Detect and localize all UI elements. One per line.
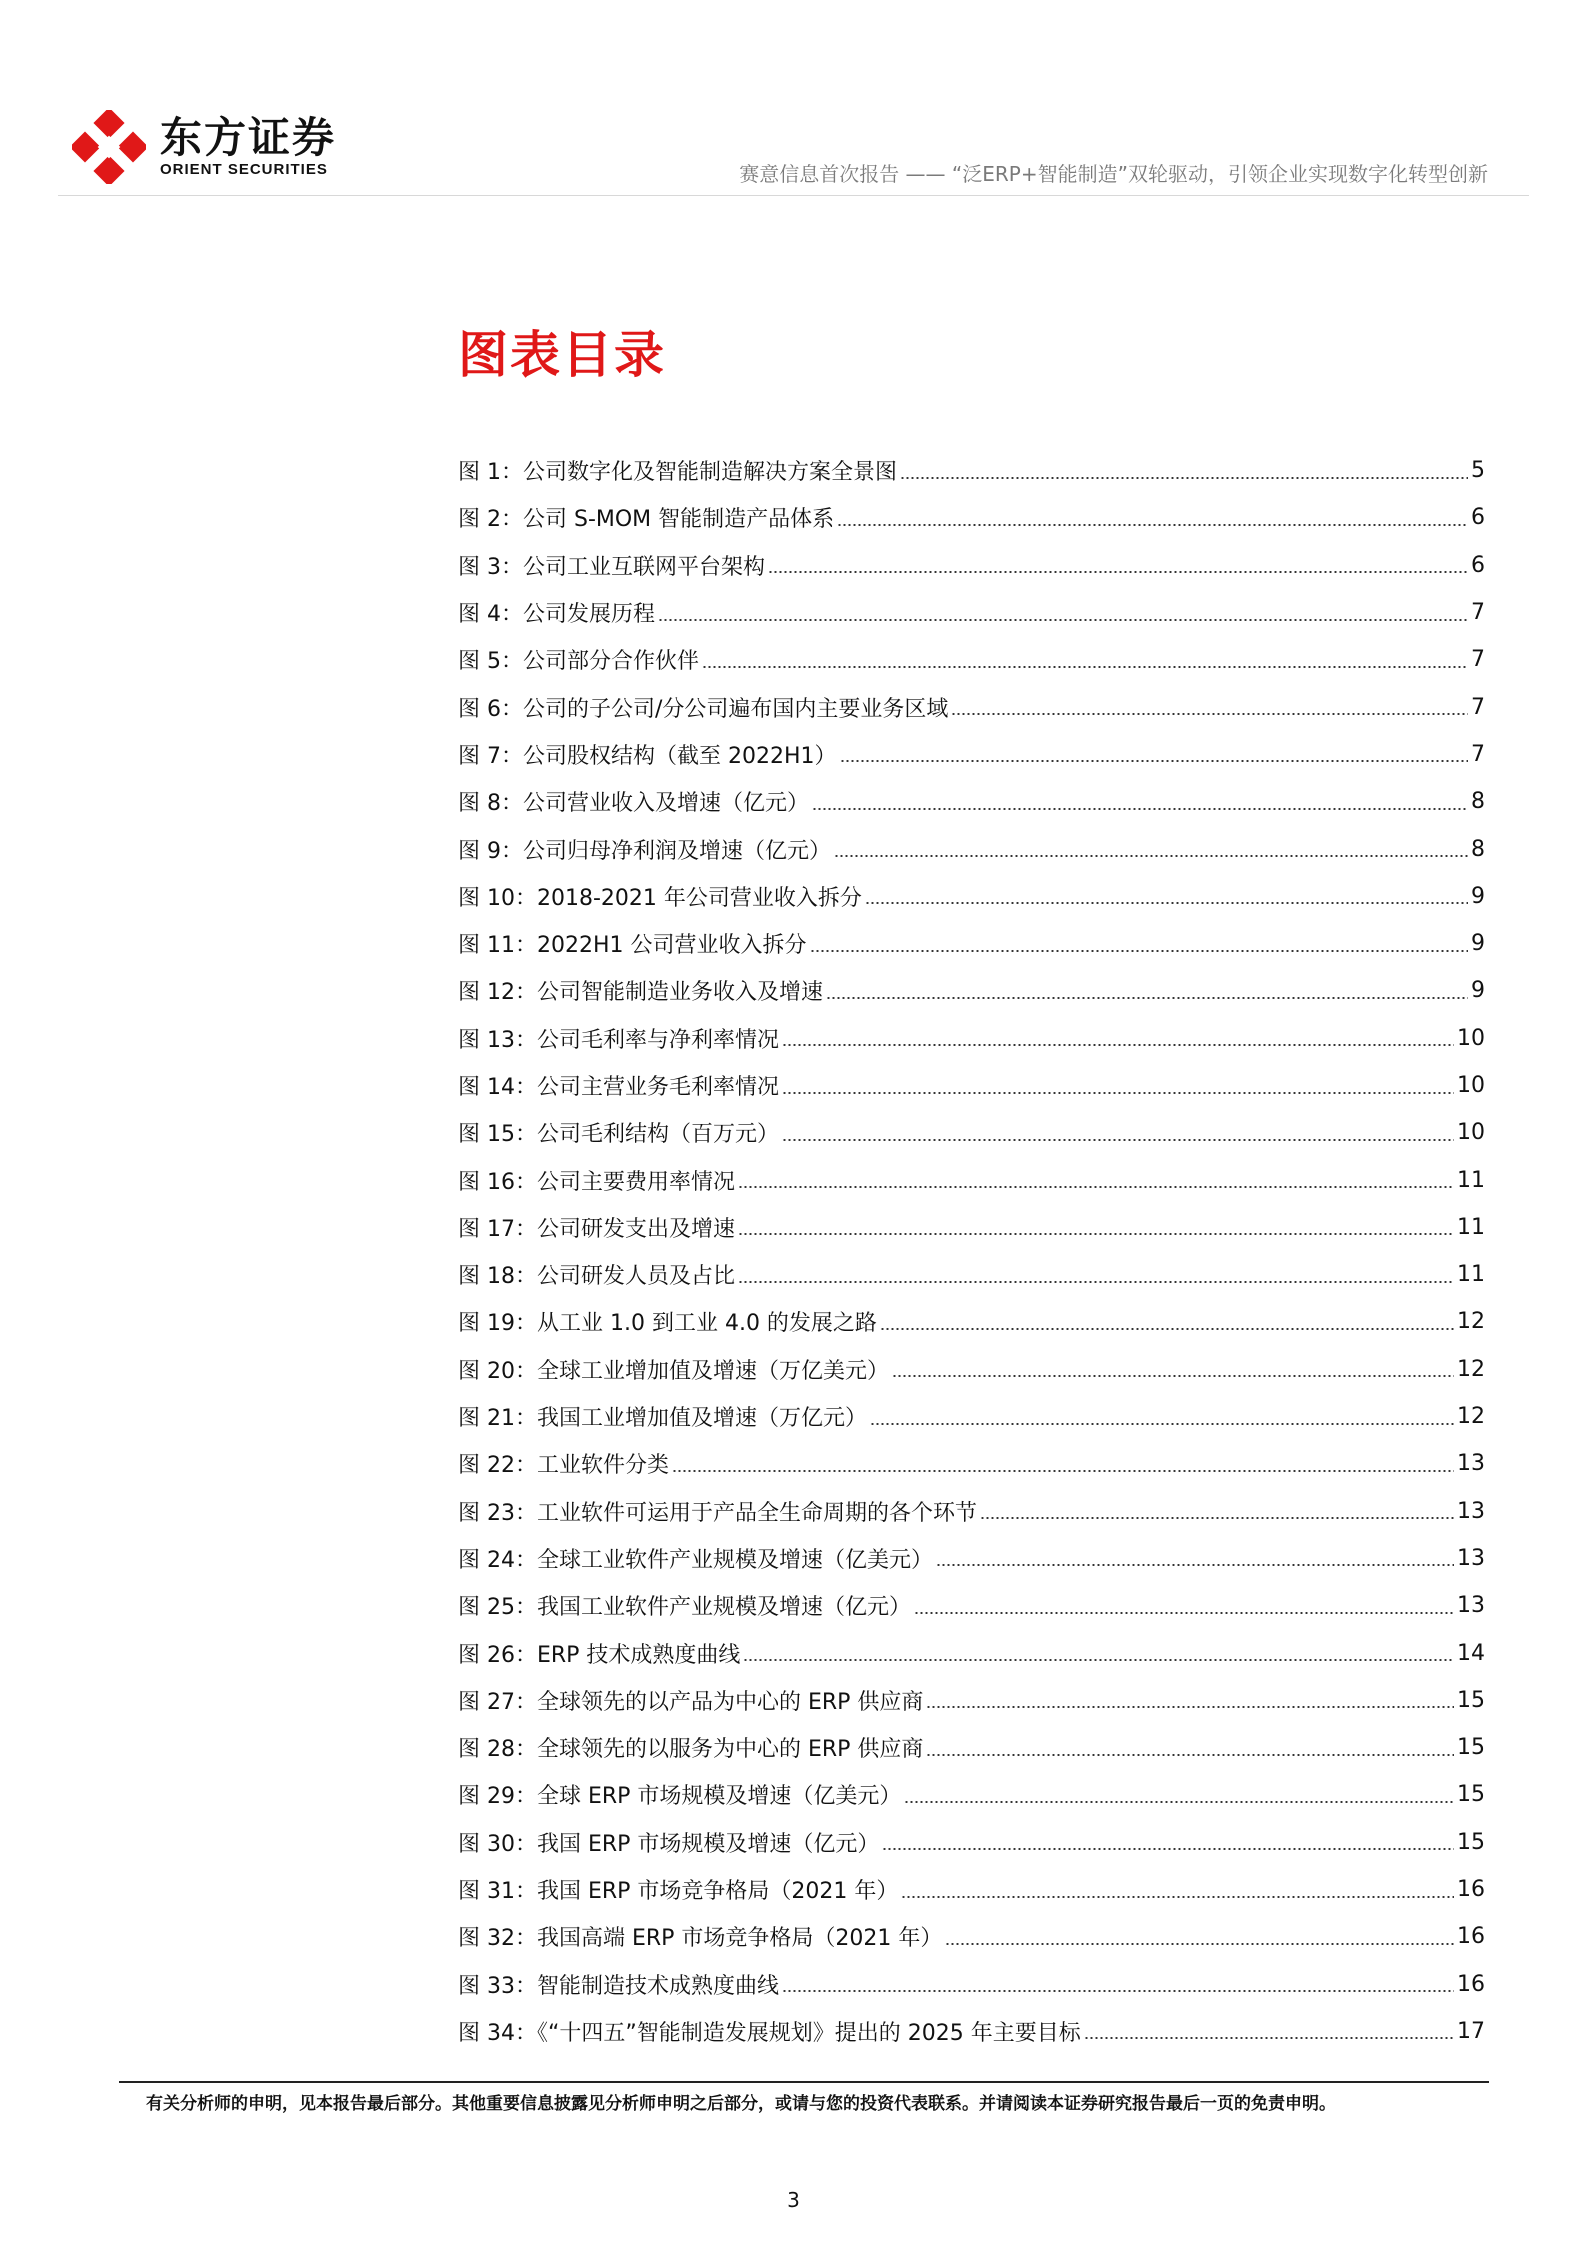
toc-entry-page: 9 [1471,978,1485,1004]
dot-leader [882,1848,1454,1850]
toc-entry-label: 图 17：公司研发支出及增速 [458,1216,735,1242]
toc-entry[interactable] [458,1156,1485,1203]
toc-entry-label: 图 16：公司主要费用率情况 [458,1169,735,1195]
toc-entry-page: 6 [1471,552,1485,578]
toc-entry-label: 图 25：我国工业软件产业规模及增速（亿元） [458,1595,911,1621]
dot-leader [865,902,1468,904]
toc-entry[interactable] [458,920,1485,967]
dot-leader [812,808,1468,810]
toc-entry[interactable] [458,1677,1485,1724]
toc-entry-page: 17 [1457,2018,1485,2044]
dot-leader [951,713,1468,715]
dot-leader [702,666,1468,668]
toc-entry[interactable] [458,636,1485,683]
dot-leader [892,1375,1454,1377]
toc-entry-page: 13 [1457,1593,1485,1619]
toc-entry[interactable] [458,778,1485,825]
toc-heading: 图表目录 [458,326,666,384]
dot-leader [738,1233,1454,1235]
toc-entry-page: 11 [1457,1214,1485,1240]
toc-entry[interactable] [458,447,1485,494]
toc-entry-page: 10 [1457,1073,1485,1098]
dot-leader [870,1423,1454,1425]
dot-leader [904,1801,1454,1803]
toc-entry-page: 10 [1457,1025,1485,1051]
toc-entry[interactable] [458,589,1485,636]
toc-entry[interactable] [458,542,1485,589]
toc-entry-label: 图 24：全球工业软件产业规模及增速（亿美元） [458,1547,933,1573]
dot-leader [914,1612,1454,1614]
toc-entry[interactable] [458,1204,1485,1251]
logo-chinese-name: 东方证券 [160,113,337,162]
dot-leader [782,1139,1454,1141]
dot-leader [826,997,1468,999]
toc-entry-label: 图 26：ERP 技术成熟度曲线 [458,1642,741,1668]
dot-leader [782,1044,1454,1046]
toc-entry-page: 13 [1457,1545,1485,1571]
toc-entry[interactable] [458,825,1485,872]
toc-entry-page: 8 [1471,789,1485,815]
toc-entry-label: 图 18：公司研发人员及占比 [458,1264,735,1290]
toc-entry-label: 图 4：公司发展历程 [458,602,655,628]
toc-entry-page: 7 [1471,600,1485,626]
dot-leader [926,1706,1454,1708]
toc-entry[interactable] [458,1298,1485,1345]
toc-entry[interactable] [458,1346,1485,1393]
toc-entry-page: 10 [1457,1120,1485,1146]
toc-entry-label: 图 10：2018-2021 年公司营业收入拆分 [458,885,862,911]
toc-entry-page: 13 [1457,1451,1485,1477]
toc-entry-label: 图 7：公司股权结构（截至 2022H1） [458,743,837,769]
company-logo [72,108,336,186]
toc-entry[interactable] [458,1015,1485,1062]
orient-diamond-logo-icon [72,110,146,184]
toc-entry[interactable] [458,2008,1485,2055]
toc-entry-page: 11 [1457,1167,1485,1193]
toc-entry[interactable] [458,1771,1485,1818]
disclaimer-text: 有关分析师的申明，见本报告最后部分。其他重要信息披露见分析师申明之后部分，或请与您的投资代表联系。并请阅读本证券研究报告最后一页的免责申明。 [146,2094,1336,2114]
dot-leader [936,1564,1454,1566]
dot-leader [980,1517,1454,1519]
toc-entry[interactable] [458,1109,1485,1156]
toc-entry[interactable] [458,967,1485,1014]
toc-entry-page: 7 [1471,694,1485,720]
toc-entry-page: 15 [1457,1735,1485,1761]
toc-entry[interactable] [458,1062,1485,1109]
toc-entry[interactable] [458,683,1485,730]
toc-entry-page: 16 [1457,1877,1485,1903]
toc-entry-page: 5 [1471,458,1485,484]
toc-entry-label: 图 27：全球领先的以产品为中心的 ERP 供应商 [458,1689,924,1715]
toc-entry-label: 图 23：工业软件可运用于产品全生命周期的各个环节 [458,1500,977,1526]
dot-leader [901,1896,1454,1898]
toc-entry-page: 15 [1457,1829,1485,1855]
toc-entry-label: 图 9：公司归母净利润及增速（亿元） [458,838,831,864]
dot-leader [782,1990,1454,1992]
toc-entry-label: 图 13：公司毛利率与净利率情况 [458,1027,779,1053]
toc-entry[interactable] [458,873,1485,920]
toc-entry[interactable] [458,1582,1485,1629]
dot-leader [880,1328,1454,1330]
toc-entry-label: 图 8：公司营业收入及增速（亿元） [458,791,809,817]
report-title: 赛意信息首次报告 —— “泛ERP+智能制造”双轮驱动，引领企业实现数字化转型创新 [739,162,1488,186]
toc-entry-page: 12 [1457,1309,1485,1335]
dot-leader [837,524,1468,526]
toc-entry[interactable] [458,1866,1485,1913]
toc-entry[interactable] [458,1913,1485,1960]
toc-entry[interactable] [458,1251,1485,1298]
dot-leader [672,1470,1454,1472]
page-number: 3 [787,2188,800,2212]
toc-entry-page: 16 [1457,1924,1485,1950]
toc-entry-label: 图 5：公司部分合作伙伴 [458,649,699,675]
dot-leader [834,855,1468,857]
toc-entry-page: 8 [1471,836,1485,862]
dot-leader [743,1659,1454,1661]
dot-leader [945,1943,1454,1945]
toc-entry-label: 图 3：公司工业互联网平台架构 [458,554,765,580]
toc-entry-page: 7 [1471,741,1485,767]
dot-leader [1084,2037,1454,2039]
footer-divider [119,2081,1489,2083]
toc-entry-label: 图 1：公司数字化及智能制造解决方案全景图 [458,460,897,486]
toc-entry-label: 图 19：从工业 1.0 到工业 4.0 的发展之路 [458,1311,877,1337]
dot-leader [768,571,1468,573]
toc-entry-label: 图 33：智能制造技术成熟度曲线 [458,1973,779,1999]
toc-entry-page: 14 [1457,1640,1485,1666]
toc-entry[interactable] [458,1535,1485,1582]
toc-entry-page: 6 [1471,505,1485,531]
toc-entry[interactable] [458,1393,1485,1440]
toc-entry-page: 11 [1457,1262,1485,1288]
toc-entry-page: 15 [1457,1782,1485,1808]
toc-entry-label: 图 29：全球 ERP 市场规模及增速（亿美元） [458,1784,902,1810]
dot-leader [840,760,1468,762]
toc-entry-label: 图 30：我国 ERP 市场规模及增速（亿元） [458,1831,880,1857]
toc-entry-page: 12 [1457,1404,1485,1430]
toc-entry-label: 图 11：2022H1 公司营业收入拆分 [458,933,807,959]
toc-entry-label: 图 15：公司毛利结构（百万元） [458,1122,779,1148]
toc-entry[interactable] [458,1819,1485,1866]
toc-entry[interactable] [458,1629,1485,1676]
dot-leader [782,1092,1454,1094]
toc-entry-label: 图 2：公司 S-MOM 智能制造产品体系 [458,507,835,533]
toc-entry-page: 7 [1471,647,1485,673]
toc-entry-page: 15 [1457,1687,1485,1713]
dot-leader [738,1186,1454,1188]
toc-entry-page: 13 [1457,1498,1485,1524]
logo-english-name: ORIENT SECURITIES [160,161,328,178]
toc-entry[interactable] [458,1488,1485,1535]
toc-entry[interactable] [458,1440,1485,1487]
toc-entry-label: 图 21：我国工业增加值及增速（万亿元） [458,1406,867,1432]
toc-entry[interactable] [458,1961,1485,2008]
toc-entry-label: 图 14：公司主营业务毛利率情况 [458,1075,779,1100]
toc-entry[interactable] [458,494,1485,541]
toc-entry-label: 图 22：工业软件分类 [458,1453,669,1479]
toc-entry-label: 图 12：公司智能制造业务收入及增速 [458,980,823,1006]
toc-entry-page: 12 [1457,1356,1485,1382]
toc-entry[interactable] [458,1724,1485,1771]
dot-leader [738,1281,1454,1283]
toc-entry-page: 9 [1471,883,1485,909]
dot-leader [926,1754,1454,1756]
toc-entry-label: 图 32：我国高端 ERP 市场竞争格局（2021 年） [458,1926,943,1952]
toc-entry-label: 图 34：《“十四五”智能制造发展规划》提出的 2025 年主要目标 [458,2020,1081,2046]
figure-toc-list [458,447,1485,2055]
toc-entry-label: 图 28：全球领先的以服务为中心的 ERP 供应商 [458,1737,924,1763]
header-divider [58,195,1529,196]
toc-entry-page: 9 [1471,931,1485,957]
toc-entry-label: 图 6：公司的子公司/分公司遍布国内主要业务区域 [458,696,949,722]
toc-entry-label: 图 31：我国 ERP 市场竞争格局（2021 年） [458,1879,899,1905]
toc-entry-label: 图 20：全球工业增加值及增速（万亿美元） [458,1358,889,1384]
dot-leader [658,619,1468,621]
dot-leader [900,477,1468,479]
toc-entry[interactable] [458,731,1485,778]
toc-entry-page: 16 [1457,1971,1485,1997]
dot-leader [810,950,1468,952]
